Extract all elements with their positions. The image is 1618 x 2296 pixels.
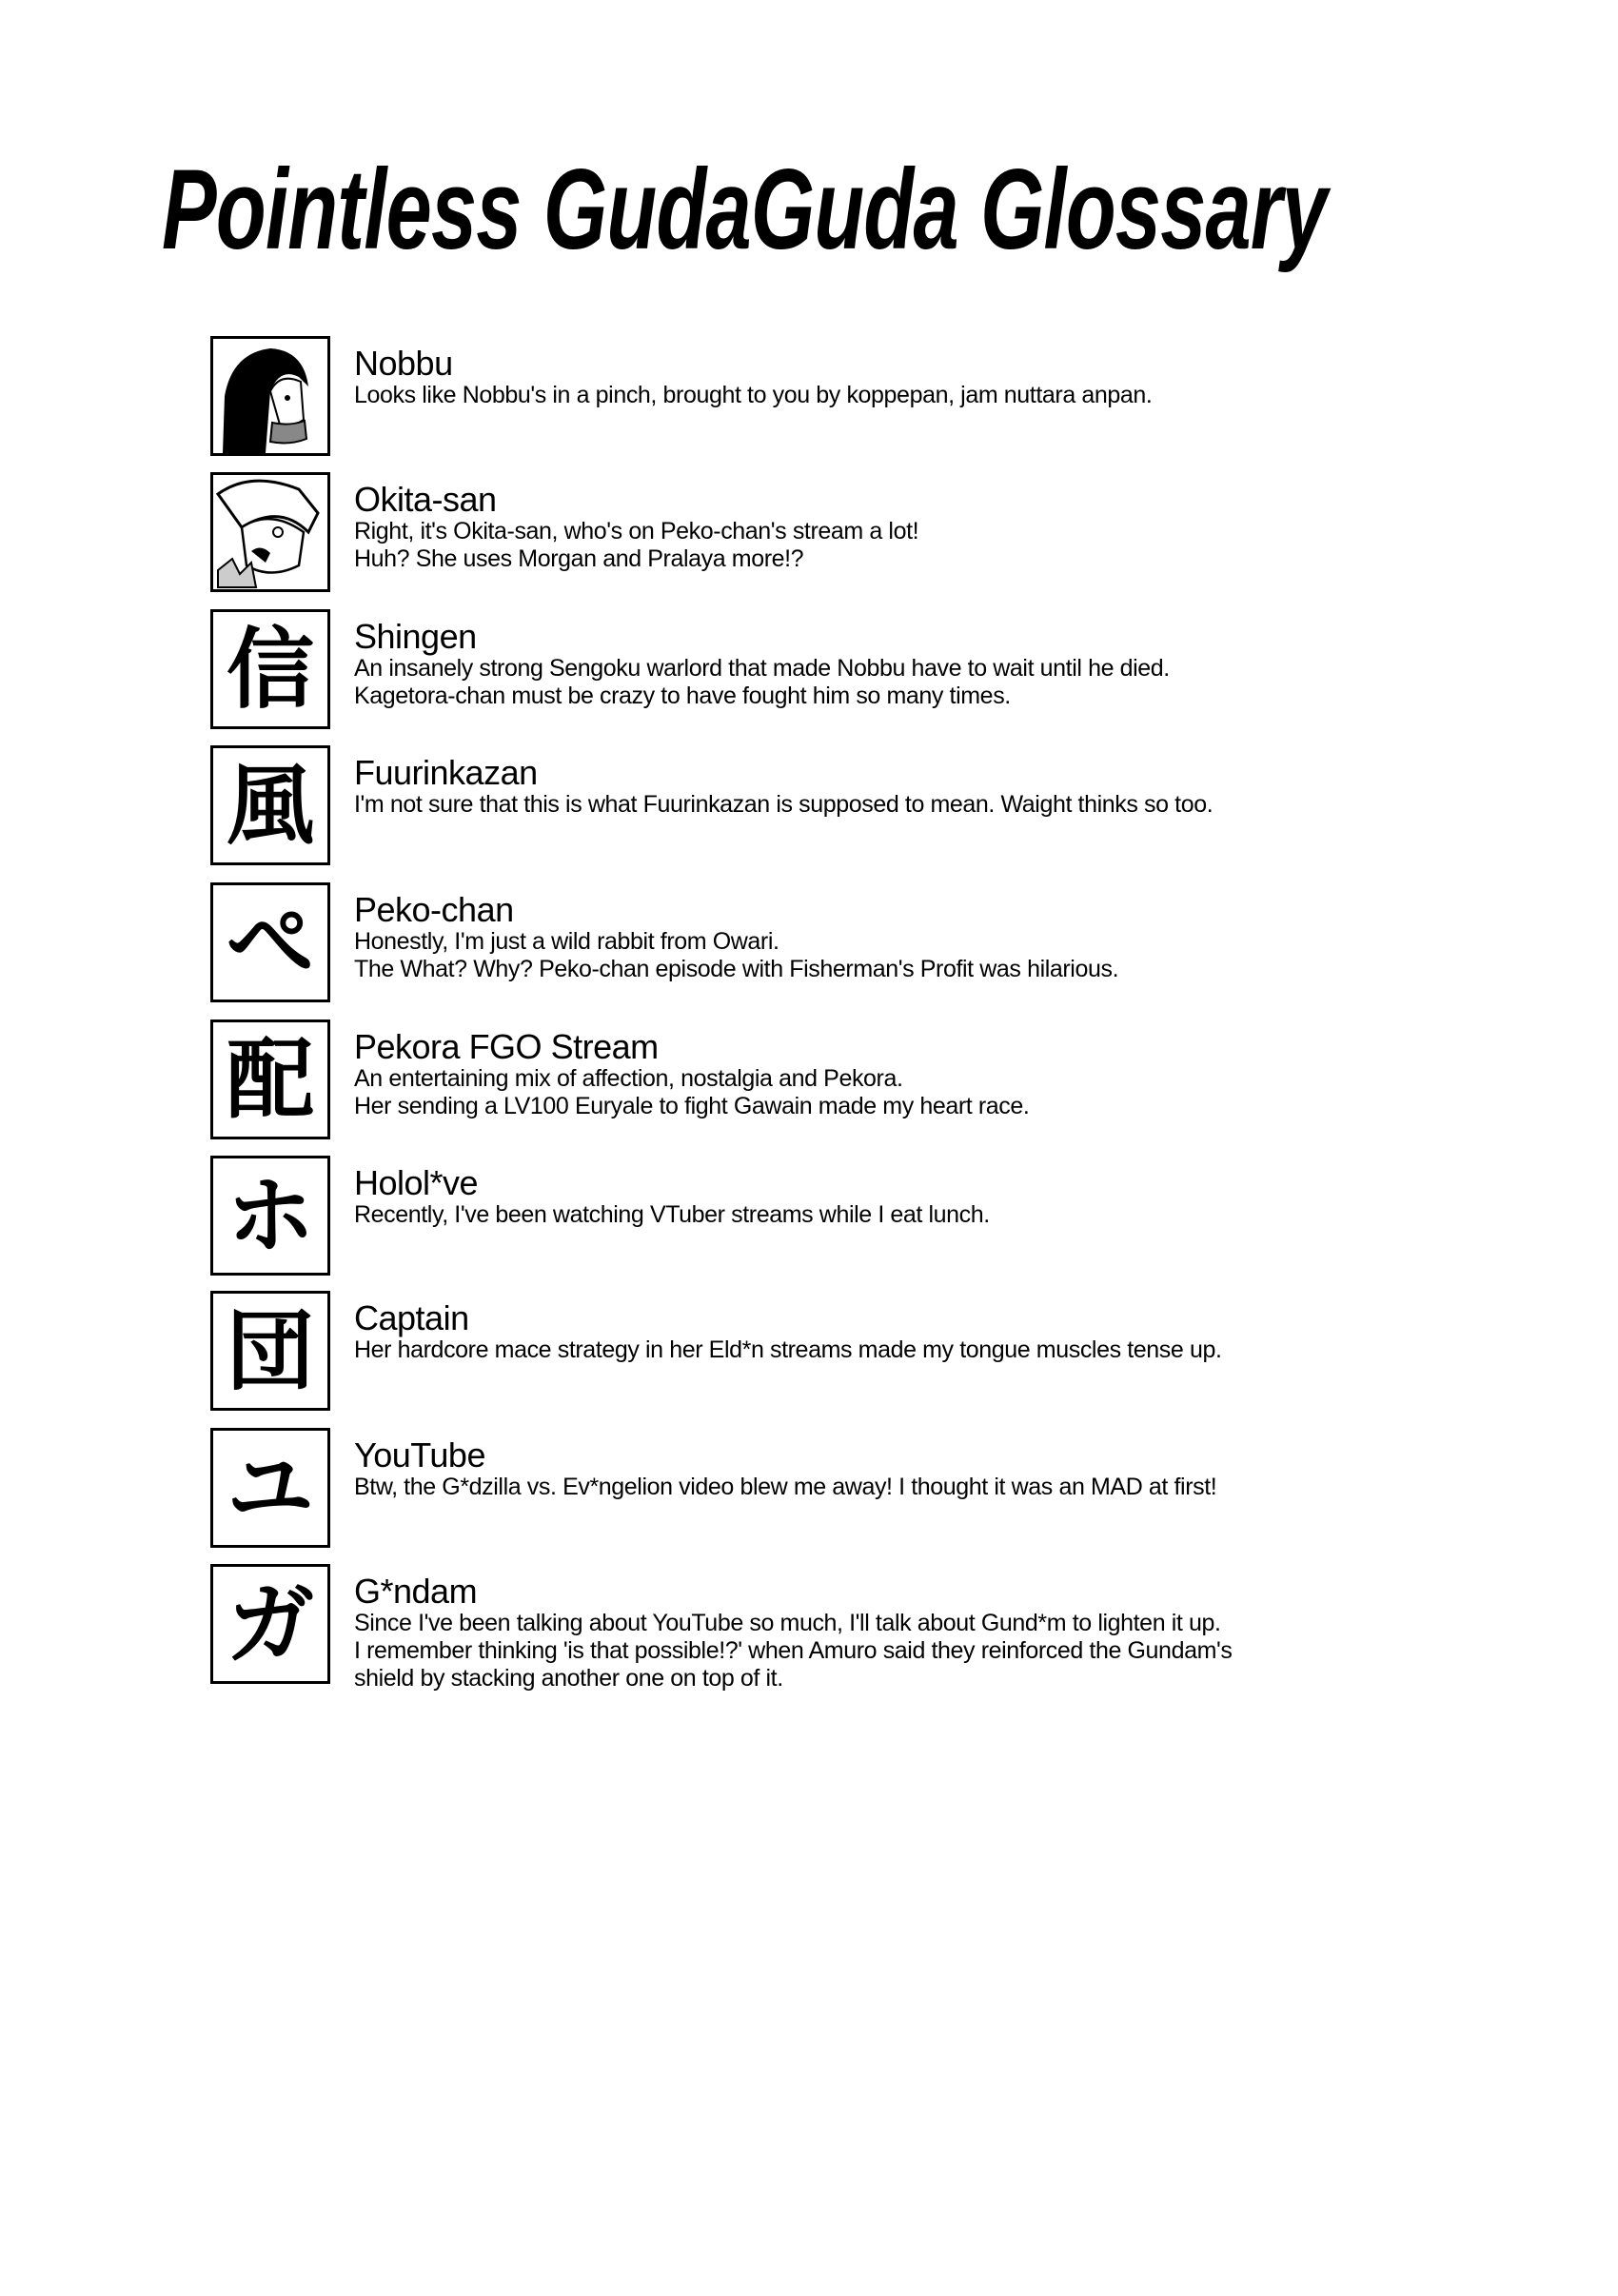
entry-description-line: Recently, I've been watching VTuber streams while I eat lunch. xyxy=(354,1201,990,1228)
entry-icon-frame xyxy=(210,1428,330,1548)
kanji-fuu-icon: 風 xyxy=(226,754,314,857)
entry-description-line: Btw, the G*dzilla vs. Ev*ngelion video blew me away! I thought it was an MAD at first! xyxy=(354,1474,1217,1500)
entry-text xyxy=(354,1165,1563,1229)
kana-pe-icon: ぺ xyxy=(226,891,314,994)
entry-icon-frame xyxy=(210,745,330,865)
entry-text xyxy=(354,892,1563,983)
entry-description-line: Her sending a LV100 Euryale to fight Gawain made my heart race. xyxy=(354,1093,1030,1119)
glossary-entry xyxy=(210,609,1562,729)
entry-description-line: I remember thinking 'is that possible!?' when Amuro said they reinforced the Gundam's xyxy=(354,1637,1233,1664)
entry-text xyxy=(354,619,1563,710)
entry-description-line: The What? Why? Peko-chan episode with Fisherman's Profit was hilarious. xyxy=(354,956,1119,982)
entry-text xyxy=(354,1029,1563,1120)
entry-icon-frame xyxy=(210,1291,330,1411)
entry-text xyxy=(354,1300,1563,1364)
entry-text xyxy=(354,482,1563,573)
entry-term: Okita-san xyxy=(354,480,497,519)
entry-icon-frame xyxy=(210,472,330,592)
entry-icon-frame xyxy=(210,609,330,729)
kanji-dan-icon: 団 xyxy=(226,1299,314,1402)
entry-term: G*ndam xyxy=(354,1572,478,1611)
entry-description-line: Kagetora-chan must be crazy to have fought him so many times. xyxy=(354,683,1011,709)
glossary-entry xyxy=(210,1428,1562,1548)
entry-term: Nobbu xyxy=(354,344,453,383)
kanji-shin-icon: 信 xyxy=(226,618,314,721)
entry-icon-frame xyxy=(210,882,330,1002)
entry-text xyxy=(354,346,1563,409)
kana-ho-icon: ホ xyxy=(226,1164,314,1267)
entry-description-line: Looks like Nobbu's in a pinch, brought to you by koppepan, jam nuttara anpan. xyxy=(354,382,1153,408)
entry-description-line: shield by stacking another one on top of it. xyxy=(354,1665,783,1692)
kana-yu-icon: ユ xyxy=(226,1436,314,1539)
entry-description-line: Since I've been talking about YouTube so much, I'll talk about Gund*m to lighten it up. xyxy=(354,1610,1221,1636)
entry-text xyxy=(354,1574,1563,1692)
entry-term: Holol*ve xyxy=(354,1163,479,1202)
entry-term: Pekora FGO Stream xyxy=(354,1027,659,1066)
glossary-entry xyxy=(210,1156,1562,1276)
entry-term: YouTube xyxy=(354,1435,485,1475)
entry-description-line: An entertaining mix of affection, nostalgia and Pekora. xyxy=(354,1065,903,1092)
entry-term: Peko-chan xyxy=(354,890,514,929)
glossary-entry xyxy=(210,336,1562,456)
okita-portrait-icon xyxy=(213,475,327,589)
entry-term: Fuurinkazan xyxy=(354,753,538,792)
page-title: Pointless GudaGuda Glossary xyxy=(162,146,1328,273)
entry-term: Captain xyxy=(354,1298,469,1337)
entry-icon-frame xyxy=(210,336,330,456)
entry-icon-frame xyxy=(210,1156,330,1276)
glossary-entry xyxy=(210,1019,1562,1139)
entry-description-line: Right, it's Okita-san, who's on Peko-chan's stream a lot! xyxy=(354,518,919,544)
entry-text xyxy=(354,755,1563,819)
entry-text xyxy=(354,1437,1563,1501)
kanji-hai-icon: 配 xyxy=(226,1028,314,1131)
entry-description-line: I'm not sure that this is what Fuurinkazan is supposed to mean. Waight thinks so too. xyxy=(354,791,1214,818)
entry-term: Shingen xyxy=(354,617,477,656)
kana-ga-icon: ガ xyxy=(226,1573,314,1675)
entry-icon-frame xyxy=(210,1019,330,1139)
entry-icon-frame xyxy=(210,1564,330,1684)
entry-description-line: Her hardcore mace strategy in her Eld*n streams made my tongue muscles tense up. xyxy=(354,1336,1222,1363)
glossary-entry xyxy=(210,745,1562,865)
glossary-entry xyxy=(210,472,1562,592)
entry-description-line: Huh? She uses Morgan and Pralaya more!? xyxy=(354,545,804,572)
glossary-entry xyxy=(210,1291,1562,1411)
nobbu-portrait-icon xyxy=(213,339,327,453)
entry-description-line: An insanely strong Sengoku warlord that made Nobbu have to wait until he died. xyxy=(354,655,1170,682)
glossary-entry xyxy=(210,1564,1562,1692)
glossary-entry xyxy=(210,882,1562,1002)
entry-description-line: Honestly, I'm just a wild rabbit from Owari. xyxy=(354,928,779,955)
